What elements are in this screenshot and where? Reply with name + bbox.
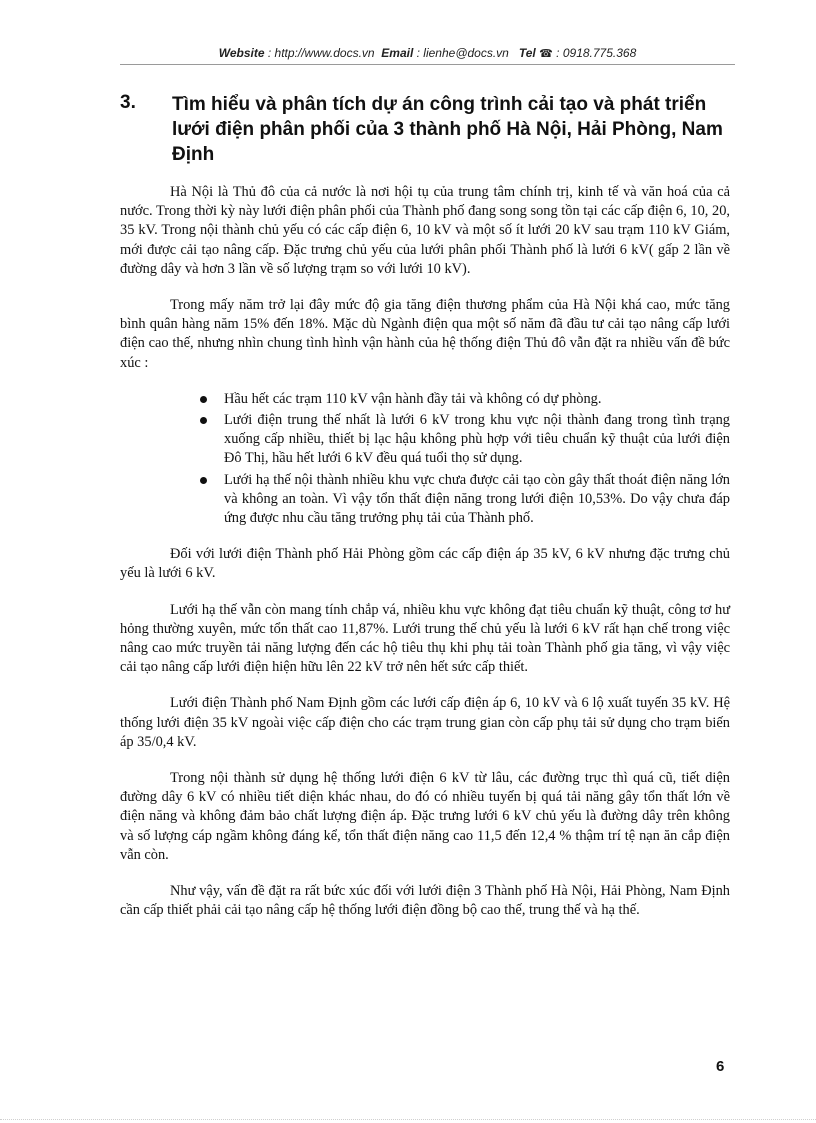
bullet-icon (200, 477, 207, 484)
paragraph: Hà Nội là Thủ đô của cả nước là nơi hội tụ của trung tâm chính trị, kinh tế và văn hoá của cả nước. Trong thời kỳ này lưới điện phân phối của Thành phố đang song song tồn tại các cấp điện 6, 10, 20, 35 kV. Trong nội thành chủ yếu có các cấp điện 6, 10 kV và một số ít lưới 20 kV sau trạm 110 kV Giám, mới được cải tạo nâng cấp. Đặc trưng chủ yếu của lưới phân phối Thành phố là lưới 6 kV( gấp 2 lần về đường dây và hơn 3 lần về số lượng trạm so với lưới 10 kV). (120, 184, 730, 277)
bullet-item (200, 390, 730, 409)
body-text (120, 183, 730, 938)
footer-divider (0, 1119, 816, 1120)
paragraph: Lưới hạ thế vẫn còn mang tính chắp vá, nhiều khu vực không đạt tiêu chuẩn kỹ thuật, công tơ hư hỏng thường xuyên, mức tổn thất cao 11,87%. Lưới trung thế chủ yếu là lưới 6 kV rất hạn chế trong việc nâng cao mức truyền tải năng lượng đến các hộ tiêu thụ khi phụ tải toàn Thành phố gia tăng, vì vậy việc cải tạo nâng cấp lưới điện hiện hữu lên 22 kV trở nên hết sức cấp thiết. (120, 601, 730, 676)
section-title: Tìm hiểu và phân tích dự án công trình cải tạo và phát triển lưới điện phân phối của 3 thành phố Hà Nội, Hải Phòng, Nam Định (172, 94, 723, 165)
header-divider (120, 64, 735, 65)
bullet-icon (200, 417, 207, 424)
page-header (120, 46, 735, 60)
bullet-item (200, 411, 730, 469)
bullet-text: Lưới điện trung thế nhất là lưới 6 kV trong khu vực nội thành đang trong tình trạng xuống cấp nhiều, thiết bị lạc hậu không phù hợp với tiêu chuẩn kỹ thuật của lưới điện Đô Thị, hầu hết lưới 6 kV đều quá tuổi thọ sử dụng. (224, 412, 730, 467)
page-number: 6 (716, 1058, 725, 1075)
paragraph: Lưới điện Thành phố Nam Định gồm các lưới cấp điện áp 6, 10 kV và 6 lộ xuất tuyến 35 kV. Hệ thống lưới điện 35 kV ngoài việc cấp điện cho các trạm trung gian còn cấp phụ tải sử dụng cho trạm biến áp 35/0,4 kV. (120, 695, 730, 750)
paragraph: Trong nội thành sử dụng hệ thống lưới điện 6 kV từ lâu, các đường trục thì quá cũ, tiết diện đường dây 6 kV có nhiều tiết diện khác nhau, do đó có nhiều tuyến bị quá tải năng gây tổn thất lớn về điện năng và không đảm bảo chất lượng điện áp. Đặc trưng lưới 6 kV chủ yếu là đường dây trên không và số lượng cáp ngầm không đáng kể, tổn thất điện năng cao 11,5 đến 12,4 % thậm trí tệ nạn ăn cắp điện vẫn còn. (120, 770, 730, 863)
paragraph: Như vậy, vấn đề đặt ra rất bức xúc đối với lưới điện 3 Thành phố Hà Nội, Hải Phòng, Nam Định cần cấp thiết phải cải tạo nâng cấp hệ thống lưới điện đồng bộ cao thế, trung thế và hạ thế. (120, 883, 730, 919)
website-label: Website (218, 46, 265, 60)
bullet-item (200, 471, 730, 529)
tel-number: : 0918.775.368 (556, 46, 637, 60)
email-label: Email (381, 46, 414, 60)
bullet-icon (200, 396, 207, 403)
website-url[interactable]: : http://www.docs.vn (267, 46, 375, 60)
paragraph: Đối với lưới điện Thành phố Hải Phòng gồm các cấp điện áp 35 kV, 6 kV nhưng đặc trưng chủ yếu là lưới 6 kV. (120, 546, 730, 582)
tel-label: Tel (518, 46, 536, 60)
bullet-text: Hầu hết các trạm 110 kV vận hành đầy tải và không có dự phòng. (224, 390, 602, 407)
phone-icon: ☎ (539, 48, 553, 60)
bullet-list (120, 390, 730, 528)
bullet-text: Lưới hạ thế nội thành nhiều khu vực chưa được cải tạo còn gây thất thoát điện năng lớn và không an toàn. Vì vậy tổn thất điện năng trong lưới điện 10,53%. Do vậy chưa đáp ứng được nhu cầu tăng trưởng phụ tải của Thành phố. (224, 471, 730, 527)
email-address[interactable]: : lienhe@docs.vn (416, 46, 509, 60)
section-number: 3. (120, 92, 136, 113)
paragraph: Trong mấy năm trở lại đây mức độ gia tăng điện thương phẩm của Hà Nội khá cao, mức tăng bình quân hàng năm 15% đến 18%. Mặc dù Ngành điện qua một số năm đã đầu tư cải tạo nâng cấp lưới điện cao thế, nhưng nhìn chung tình hình vận hành của hệ thống điện Thủ đô vẫn đặt ra nhiều vấn đề bức xúc : (120, 297, 730, 371)
